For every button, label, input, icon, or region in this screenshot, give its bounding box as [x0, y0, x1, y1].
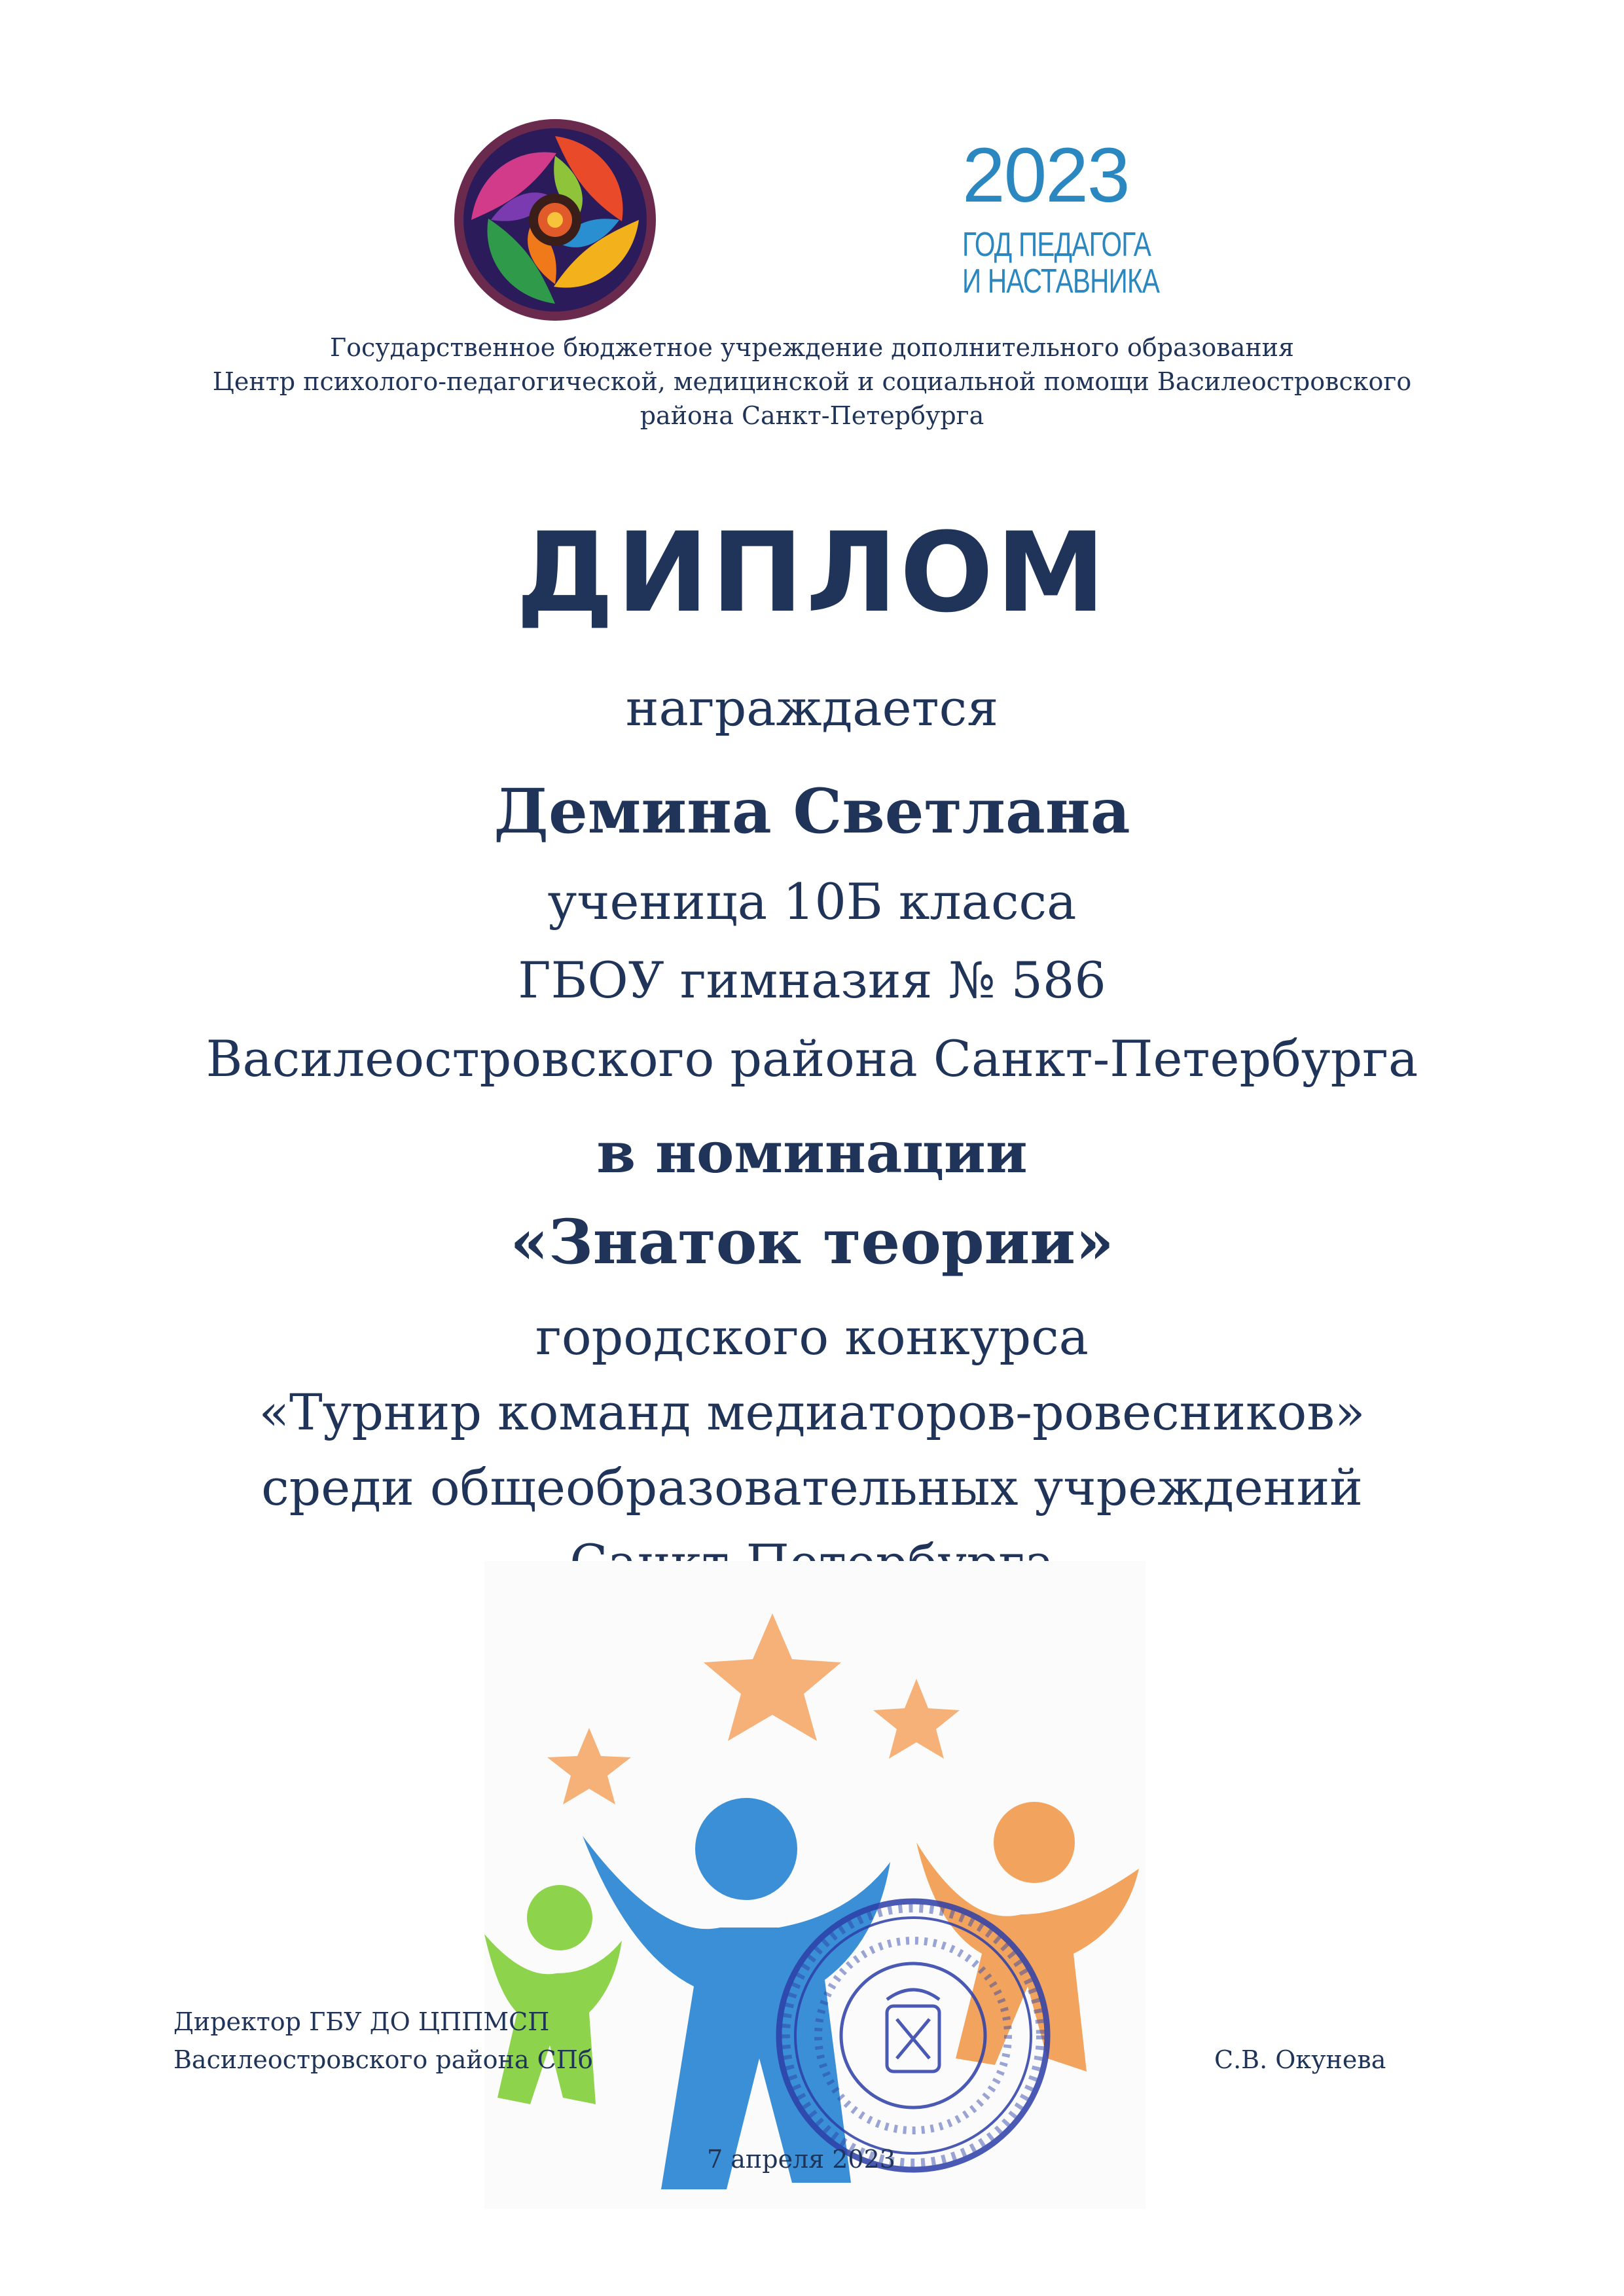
recipient-name: Демина Светлана	[494, 776, 1130, 848]
organization-line2: Центр психолого-педагогической, медицинской и социальной помощи Василеостровского	[212, 367, 1412, 396]
issue-date: 7 апреля 2023	[707, 2145, 895, 2174]
signer-name: С.В. Окунева	[1214, 2045, 1386, 2074]
contest-line2: «Турнир команд медиаторов-ровесников»	[259, 1383, 1365, 1441]
director-position-line2: Василеостровского района СПб	[173, 2045, 593, 2074]
nomination-name: «Знаток теории»	[510, 1206, 1114, 1278]
recipient-district: Василеостровского района Санкт-Петербурга	[206, 1030, 1418, 1088]
year-logo-line1: ГОД ПЕДАГОГА	[962, 226, 1151, 264]
nomination-intro: в номинации	[596, 1120, 1028, 1186]
mandala-logo-icon	[452, 117, 659, 323]
year-of-teacher-logo	[962, 131, 1159, 308]
recipient-school: ГБОУ гимназия № 586	[518, 951, 1106, 1009]
awarded-text: награждается	[625, 679, 999, 737]
diploma-title: ДИПЛОМ	[516, 509, 1108, 637]
recipient-grade: ученица 10Б класса	[547, 872, 1077, 931]
year-number: 2023	[962, 132, 1129, 219]
contest-line3: среди общеобразовательных учреждений	[261, 1458, 1363, 1516]
contest-line1: городского конкурса	[535, 1308, 1089, 1366]
year-logo-line2: И НАСТАВНИКА	[962, 262, 1160, 300]
mediators-illustration	[484, 1561, 1146, 2209]
director-position-line1: Директор ГБУ ДО ЦППМСП	[173, 2007, 550, 2036]
organization-line3: района Санкт-Петербурга	[640, 401, 984, 430]
organization-line1: Государственное бюджетное учреждение дополнительного образования	[329, 333, 1294, 362]
